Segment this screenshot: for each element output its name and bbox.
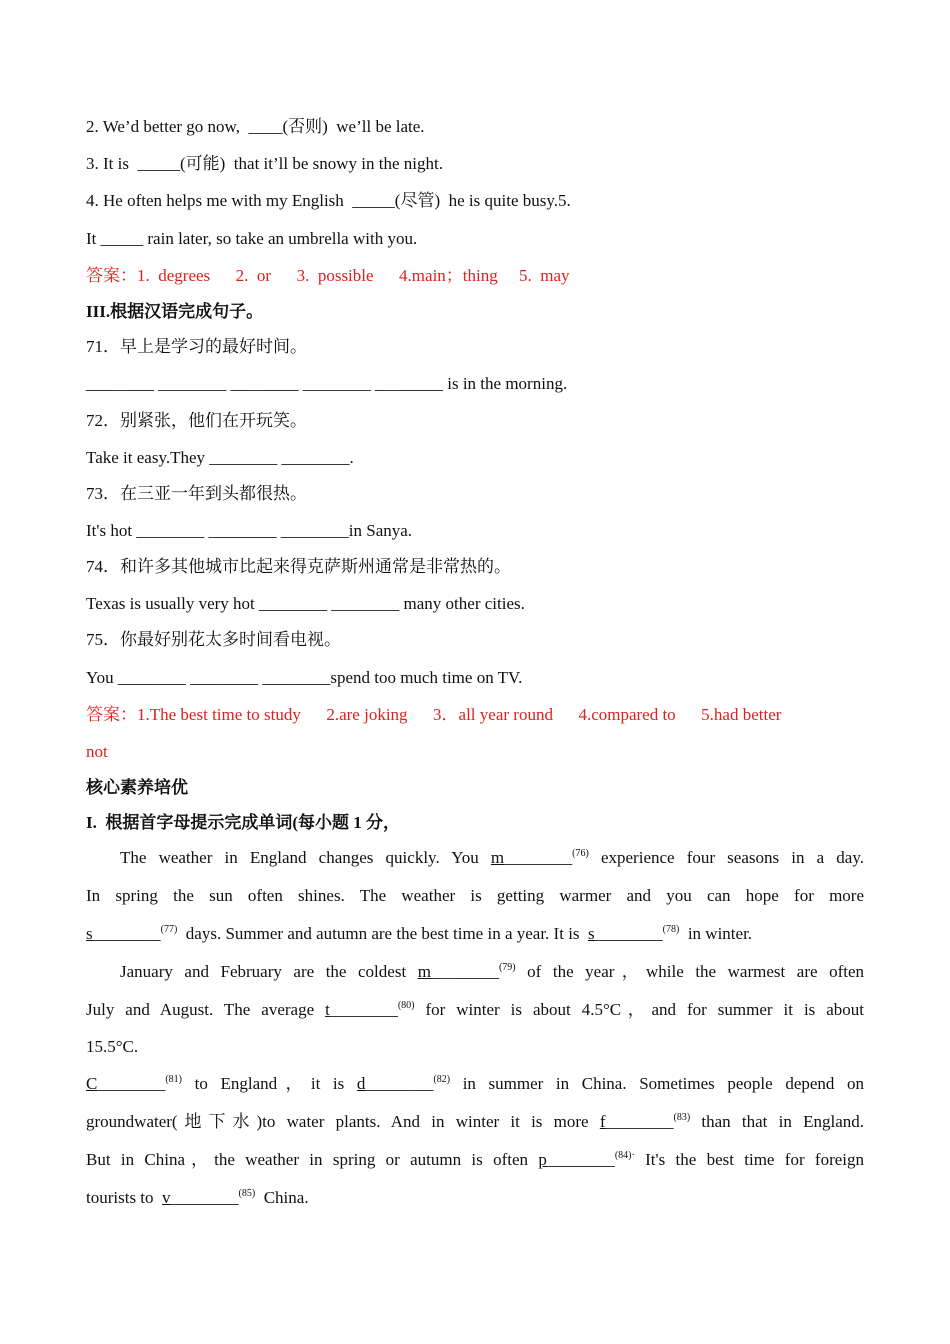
blank-81[interactable]: C________$^{(81)}$ <box>86 1074 183 1093</box>
blank-77[interactable]: s________$^{(77)}$ <box>86 924 178 943</box>
blank-84[interactable]: p________$^{(84)\cdot}$ <box>538 1150 635 1169</box>
question-71-cn: 71．早上是学习的最好时间。 <box>86 337 307 356</box>
cloze-line-9: But in China，the weather in spring or autumn is often p________$^{(84)\cdot}$ It's the best time for foreign <box>86 1150 865 1169</box>
cloze-line-6: 15.5°C. <box>86 1037 139 1056</box>
section-title: 核心素养培优 <box>86 778 188 797</box>
question-71-en: ________ ________ ________ ________ ________ is in the morning. <box>86 374 568 393</box>
question-74-en: Texas is usually very hot ________ ________ many other cities. <box>86 594 525 613</box>
question-73-en: It's hot ________ ________ ________in Sanya. <box>86 521 413 540</box>
question-3: 3. It is _____(可能) that it’ll be snowy in the night. <box>86 154 443 173</box>
blank-80[interactable]: t________$^{(80)}$ <box>325 1000 415 1019</box>
cloze-heading: I. 根据首字母提示完成单词(每小题 1 分， <box>86 813 401 832</box>
blank-76[interactable]: m________$^{(76)}$ <box>490 848 589 867</box>
section-heading-iii: III.根据汉语完成句子。 <box>86 302 264 321</box>
question-75-cn: 75．你最好别花太多时间看电视。 <box>86 630 341 649</box>
answer-key-part3: 答案：1.The best time to study 2.are joking 3．all year round 4.compared to 5.had better <box>86 705 782 724</box>
blank-82[interactable]: d________$^{(82)}$ <box>356 1074 451 1093</box>
question-4: 4. He often helps me with my English _____(尽管) he is quite busy.5. <box>86 191 571 210</box>
answer-key-part3-cont: not <box>86 742 108 761</box>
question-72-cn: 72．别紧张，他们在开玩笑。 <box>86 411 307 430</box>
cloze-line-1: The weather in England changes quickly. You m________$^{(76)}$ experience four seasons in a day. <box>120 848 864 867</box>
cloze-line-4: January and February are the coldest m________$^{(79)}$ of the year，while the warmest are often <box>120 962 864 981</box>
cloze-line-5: July and August. The average t________$^{(80)}$ for winter is about 4.5°C，and for summer it is about <box>86 1000 865 1019</box>
cloze-line-10: tourists to v________$^{(85)}$ China. <box>86 1188 309 1207</box>
blank-78[interactable]: s________$^{(78)}$ <box>588 924 680 943</box>
answer-key-part2: 答案：1. degrees 2. or 3. possible 4.main；thing 5. may <box>86 266 570 285</box>
question-2: 2. We’d better go now, ____(否则) we’ll be late. <box>86 117 425 136</box>
question-74-cn: 74．和许多其他城市比起来得克萨斯州通常是非常热的。 <box>86 557 511 576</box>
question-72-en: Take it easy.They ________ ________. <box>86 448 354 467</box>
blank-83[interactable]: f________$^{(83)}$ <box>599 1112 691 1131</box>
cloze-line-2: In spring the sun often shines. The weather is getting warmer and you can hope for more <box>86 886 864 905</box>
question-73-cn: 73．在三亚一年到头都很热。 <box>86 484 307 503</box>
cloze-line-7: C________$^{(81)}$ to England，it is d________$^{(82)}$ in summer in China. Sometimes people depend on <box>86 1074 865 1093</box>
cloze-line-3: s________$^{(77)}$ days. Summer and autumn are the best time in a year. It is s________$^{(78)}$ in winter. <box>86 924 753 943</box>
question-5: It _____ rain later, so take an umbrella with you. <box>86 229 418 248</box>
question-75-en: You ________ ________ ________spend too much time on TV. <box>86 668 523 687</box>
cloze-line-8: groundwater(地下水)to water plants. And in winter it is more f________$^{(83)}$ than that in England. <box>86 1112 864 1131</box>
blank-85[interactable]: v________$^{(85)}$ <box>162 1188 256 1207</box>
blank-79[interactable]: m________$^{(79)}$ <box>417 962 516 981</box>
